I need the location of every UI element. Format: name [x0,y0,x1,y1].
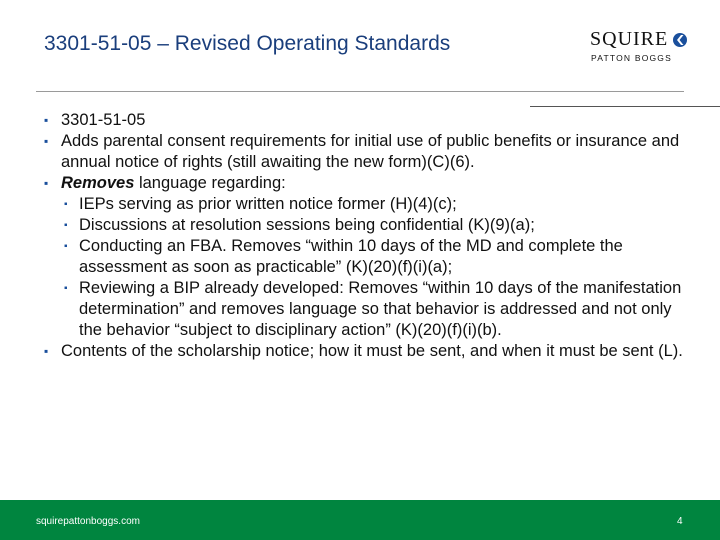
squire-patton-boggs-logo [590,26,690,66]
square-bullet-icon: ▪ [64,241,68,252]
logo-mark-icon [672,32,688,48]
square-bullet-icon: ▪ [44,176,49,190]
sub-bullet-text: Reviewing a BIP already developed: Removes “within 10 days of the manifestation determination” and removes language so that behavior is addressed and not only the behavior “subject to disciplinary action” (K)(20)(f)(i)(b). [79,279,682,339]
bullet-text: Contents of the scholarship notice; how it must be sent, and when it must be sent (L). [61,342,683,360]
page-number: 4 [677,516,683,527]
accent-divider [530,106,720,107]
bullet-item [44,110,694,131]
square-bullet-icon: ▪ [64,199,68,210]
footer-url: squirepattonboggs.com [36,516,140,527]
square-bullet-icon: ▪ [44,113,49,127]
bullet-text: Adds parental consent requirements for initial use of public benefits or insurance and annual notice of rights (still awaiting the new form)(C)(6). [61,132,680,171]
bullet-text: 3301-51-05 [61,111,146,129]
slide-title: 3301-51-05 – Revised Operating Standards [44,32,451,55]
sub-bullet-item [44,278,694,341]
square-bullet-icon: ▪ [44,134,49,148]
sub-bullet-text: Conducting an FBA. Removes “within 10 days of the MD and complete the assessment as soon as practicable” (K)(20)(f)(i)(a); [79,237,623,276]
bullet-emphasis: Removes [61,174,135,192]
title-divider [36,91,684,92]
bullet-list [44,110,694,362]
square-bullet-icon: ▪ [64,283,68,294]
sub-bullet-text: IEPs serving as prior written notice former (H)(4)(c); [79,195,457,213]
sub-bullet-item [44,236,694,278]
square-bullet-icon: ▪ [64,220,68,231]
sub-bullet-item [44,194,694,215]
bullet-text: language regarding: [134,174,286,192]
sub-bullet-text: Discussions at resolution sessions being confidential (K)(9)(a); [79,216,535,234]
logo-wordmark-top: SQUIRE [590,28,669,50]
sub-bullet-item [44,215,694,236]
square-bullet-icon: ▪ [44,344,49,358]
logo-wordmark-bottom: PATTON BOGGS [591,53,672,63]
bullet-item [44,173,694,194]
bullet-item [44,131,694,173]
bullet-item [44,341,694,362]
